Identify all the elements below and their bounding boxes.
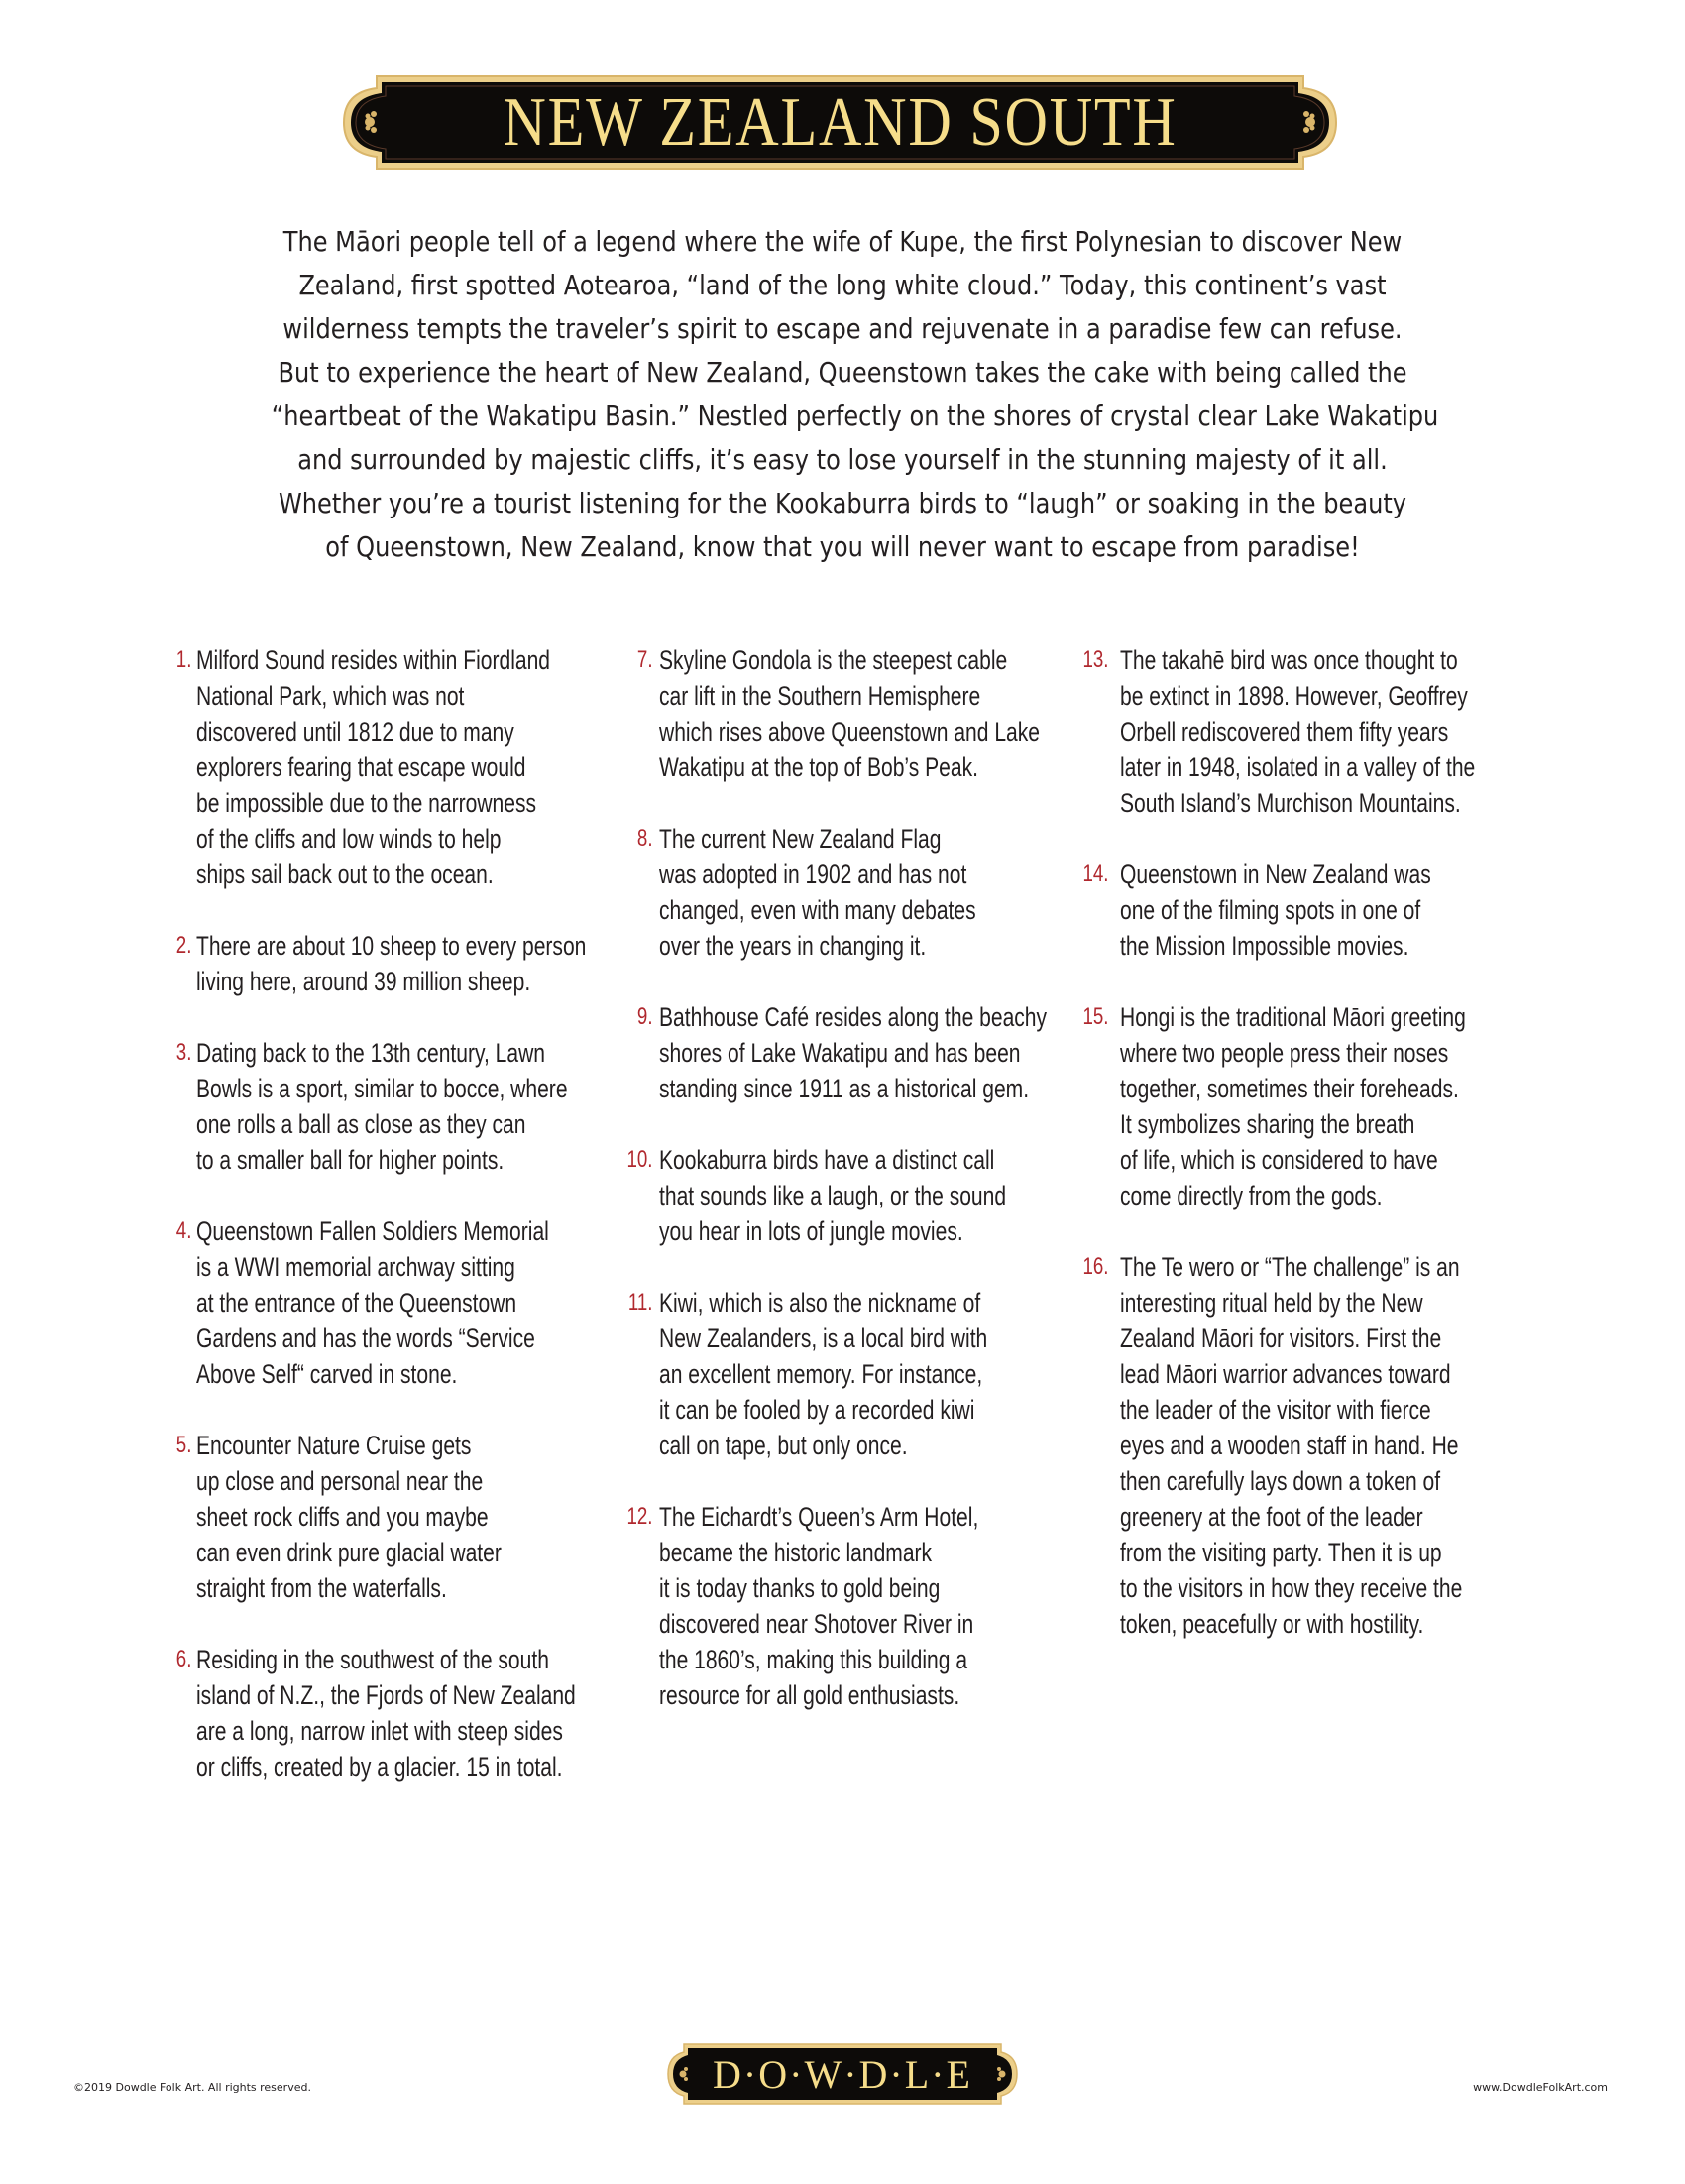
fact-line: became the historic landmark (659, 1538, 933, 1567)
intro-line: of Queenstown, New Zealand, know that you will never want to escape from paradise! (325, 530, 1360, 563)
fact-text (1120, 857, 1548, 964)
fact-line: it is today thanks to gold being (659, 1573, 941, 1603)
website-link[interactable]: www.DowdleFolkArt.com (1473, 2081, 1608, 2094)
fact-line: Kookaburra birds have a distinct call (659, 1145, 995, 1175)
fact-line: Dating back to the 13th century, Lawn (196, 1038, 545, 1068)
intro-line: But to experience the heart of New Zealand, Queenstown takes the cake with being called the (278, 356, 1407, 389)
fact-line: one rolls a ball as close as they can (196, 1109, 526, 1139)
fact-line: lead Māori warrior advances toward (1120, 1359, 1451, 1389)
fact-number: 14. (1082, 861, 1109, 887)
fact-text (1120, 642, 1548, 821)
logo-text: D·O·W·D·L·E (713, 2051, 972, 2097)
fact-text (196, 1642, 624, 1784)
fact-line: South Island’s Murchison Mountains. (1120, 788, 1461, 818)
fact-number: 13. (1082, 646, 1109, 673)
fact-item (1082, 1249, 1548, 1642)
fact-line: at the entrance of the Queenstown (196, 1288, 517, 1318)
fact-line: discovered until 1812 due to many (196, 717, 514, 747)
fact-line: an excellent memory. For instance, (659, 1359, 983, 1389)
fact-line: discovered near Shotover River in (659, 1609, 974, 1639)
fact-line: that sounds like a laugh, or the sound (659, 1181, 1007, 1210)
intro-line: Zealand, first spotted Aotearoa, “land of the long white cloud.” Today, this continent’s vast (298, 269, 1387, 301)
fact-line: ships sail back out to the ocean. (196, 860, 494, 889)
fact-line: Hongi is the traditional Māori greeting (1120, 1002, 1466, 1032)
fact-text (659, 1285, 1082, 1463)
copyright-text: ©2019 Dowdle Folk Art. All rights reserved. (73, 2081, 311, 2094)
fact-line: which rises above Queenstown and Lake (659, 717, 1041, 747)
fact-line: be impossible due to the narrowness (196, 788, 537, 818)
fact-line: was adopted in 1902 and has not (659, 860, 967, 889)
fact-line: over the years in changing it. (659, 931, 927, 961)
fact-item (626, 821, 1082, 964)
fact-line: greenery at the foot of the leader (1120, 1502, 1423, 1532)
page-title: NEW ZEALAND SOUTH (503, 83, 1178, 161)
fact-line: The Eichardt’s Queen’s Arm Hotel, (659, 1502, 979, 1532)
fact-text (659, 821, 1082, 964)
facts-column-2 (626, 642, 1082, 1749)
fact-line: one of the filming spots in one of (1120, 895, 1421, 925)
fact-line: of life, which is considered to have (1120, 1145, 1438, 1175)
fact-text (659, 642, 1082, 785)
fact-item (626, 1142, 1082, 1249)
fact-line: resource for all gold enthusiasts. (659, 1680, 960, 1710)
fact-line: Encounter Nature Cruise gets (196, 1431, 472, 1460)
fact-line: It symbolizes sharing the breath (1120, 1109, 1415, 1139)
fact-line: changed, even with many debates (659, 895, 976, 925)
fact-number: 11. (627, 1289, 653, 1316)
fact-item (168, 1642, 624, 1784)
intro-line: and surrounded by majestic cliffs, it’s easy to lose yourself in the stunning majesty of it all. (297, 443, 1388, 476)
fact-line: Kiwi, which is also the nickname of (659, 1288, 981, 1318)
fact-line: Zealand Māori for visitors. First the (1120, 1323, 1442, 1353)
fact-line: Skyline Gondola is the steepest cable (659, 645, 1008, 675)
fact-line: living here, around 39 million sheep. (196, 967, 531, 996)
fact-line: are a long, narrow inlet with steep sides (196, 1716, 563, 1746)
fact-item (168, 1428, 624, 1606)
fact-number: 12. (626, 1503, 653, 1530)
fact-line: to a smaller ball for higher points. (196, 1145, 505, 1175)
fact-line: eyes and a wooden staff in hand. He (1120, 1431, 1459, 1460)
fact-line: where two people press their noses (1120, 1038, 1449, 1068)
fact-item (168, 1035, 624, 1178)
fact-number: 15. (1082, 1003, 1109, 1030)
fact-item (626, 1285, 1082, 1463)
fact-line: Gardens and has the words “Service (196, 1323, 535, 1353)
fact-line: Residing in the southwest of the south (196, 1645, 549, 1674)
fact-item (168, 928, 624, 999)
fact-line: be extinct in 1898. However, Geoffrey (1120, 681, 1468, 711)
fact-line: Bathhouse Café resides along the beachy (659, 1002, 1048, 1032)
fact-line: token, peacefully or with hostility. (1120, 1609, 1424, 1639)
intro-line: wilderness tempts the traveler’s spirit to escape and rejuvenate in a paradise few can refuse. (282, 312, 1403, 345)
fact-line: the leader of the visitor with fierce (1120, 1395, 1431, 1425)
fact-line: from the visiting party. Then it is up (1120, 1538, 1442, 1567)
fact-line: Milford Sound resides within Fiordland (196, 645, 551, 675)
fact-number: 9. (636, 1003, 653, 1030)
fact-text (1120, 999, 1548, 1213)
fact-number: 10. (626, 1146, 653, 1173)
fact-line: National Park, which was not (196, 681, 465, 711)
fact-line: of the cliffs and low winds to help (196, 824, 502, 854)
fact-item (626, 642, 1082, 785)
fact-number: 2. (175, 932, 192, 959)
fact-text (1120, 1249, 1548, 1642)
fact-line: Queenstown Fallen Soldiers Memorial (196, 1216, 549, 1246)
fact-line: There are about 10 sheep to every person (196, 931, 587, 961)
fact-line: The current New Zealand Flag (659, 824, 942, 854)
intro-paragraph (178, 220, 1507, 569)
fact-line: shores of Lake Wakatipu and has been (659, 1038, 1021, 1068)
fact-number: 5. (175, 1432, 192, 1458)
facts-column-1 (168, 642, 624, 1820)
fact-item (1082, 857, 1548, 964)
fact-line: straight from the waterfalls. (196, 1573, 447, 1603)
intro-line: “heartbeat of the Wakatipu Basin.” Nestled perfectly on the shores of crystal clear Lake Wakatipu (271, 400, 1439, 432)
fact-number: 16. (1082, 1253, 1109, 1280)
intro-line: Whether you’re a tourist listening for the Kookaburra birds to “laugh” or soaking in the beauty (278, 487, 1407, 519)
fact-line: is a WWI memorial archway sitting (196, 1252, 515, 1282)
fact-text (196, 642, 624, 892)
fact-line: up close and personal near the (196, 1466, 484, 1496)
fact-line: together, sometimes their foreheads. (1120, 1074, 1459, 1103)
fact-line: it can be fooled by a recorded kiwi (659, 1395, 975, 1425)
fact-line: The Te wero or “The challenge” is an (1120, 1252, 1460, 1282)
fact-text (196, 928, 624, 999)
fact-line: Above Self“ carved in stone. (196, 1359, 458, 1389)
facts-column-3 (1082, 642, 1548, 1677)
fact-line: call on tape, but only once. (659, 1431, 908, 1460)
fact-line: Bowls is a sport, similar to bocce, where (196, 1074, 568, 1103)
fact-line: island of N.Z., the Fjords of New Zealand (196, 1680, 576, 1710)
fact-line: the 1860’s, making this building a (659, 1645, 968, 1674)
fact-item (168, 642, 624, 892)
fact-line: Queenstown in New Zealand was (1120, 860, 1431, 889)
fact-number: 3. (175, 1039, 192, 1066)
fact-line: Orbell rediscovered them fifty years (1120, 717, 1449, 747)
fact-number: 1. (175, 646, 192, 673)
fact-text (659, 999, 1082, 1106)
fact-item (626, 1499, 1082, 1713)
fact-line: the Mission Impossible movies. (1120, 931, 1409, 961)
fact-text (196, 1213, 624, 1392)
fact-item (1082, 642, 1548, 821)
fact-text (659, 1142, 1082, 1249)
fact-line: interesting ritual held by the New (1120, 1288, 1423, 1318)
fact-line: Wakatipu at the top of Bob’s Peak. (659, 752, 978, 782)
fact-text (659, 1499, 1082, 1713)
fact-line: later in 1948, isolated in a valley of the (1120, 752, 1476, 782)
fact-item (1082, 999, 1548, 1213)
fact-line: come directly from the gods. (1120, 1181, 1383, 1210)
fact-text (196, 1428, 624, 1606)
title-banner (342, 74, 1338, 171)
fact-line: you hear in lots of jungle movies. (659, 1216, 963, 1246)
fact-line: standing since 1911 as a historical gem. (659, 1074, 1030, 1103)
fact-number: 8. (636, 825, 653, 852)
fact-line: explorers fearing that escape would (196, 752, 526, 782)
fact-item (626, 999, 1082, 1106)
fact-text (196, 1035, 624, 1178)
fact-line: then carefully lays down a token of (1120, 1466, 1441, 1496)
fact-line: can even drink pure glacial water (196, 1538, 502, 1567)
fact-number: 6. (175, 1646, 192, 1672)
fact-item (168, 1213, 624, 1392)
fact-line: car lift in the Southern Hemisphere (659, 681, 981, 711)
fact-line: sheet rock cliffs and you maybe (196, 1502, 489, 1532)
intro-line: The Māori people tell of a legend where the wife of Kupe, the first Polynesian to discover New (282, 225, 1403, 258)
fact-line: or cliffs, created by a glacier. 15 in total. (196, 1752, 563, 1782)
fact-line: to the visitors in how they receive the (1120, 1573, 1463, 1603)
fact-number: 4. (175, 1217, 192, 1244)
fact-line: The takahē bird was once thought to (1120, 645, 1458, 675)
dowdle-logo (666, 2042, 1019, 2106)
fact-number: 7. (636, 646, 653, 673)
fact-line: New Zealanders, is a local bird with (659, 1323, 988, 1353)
